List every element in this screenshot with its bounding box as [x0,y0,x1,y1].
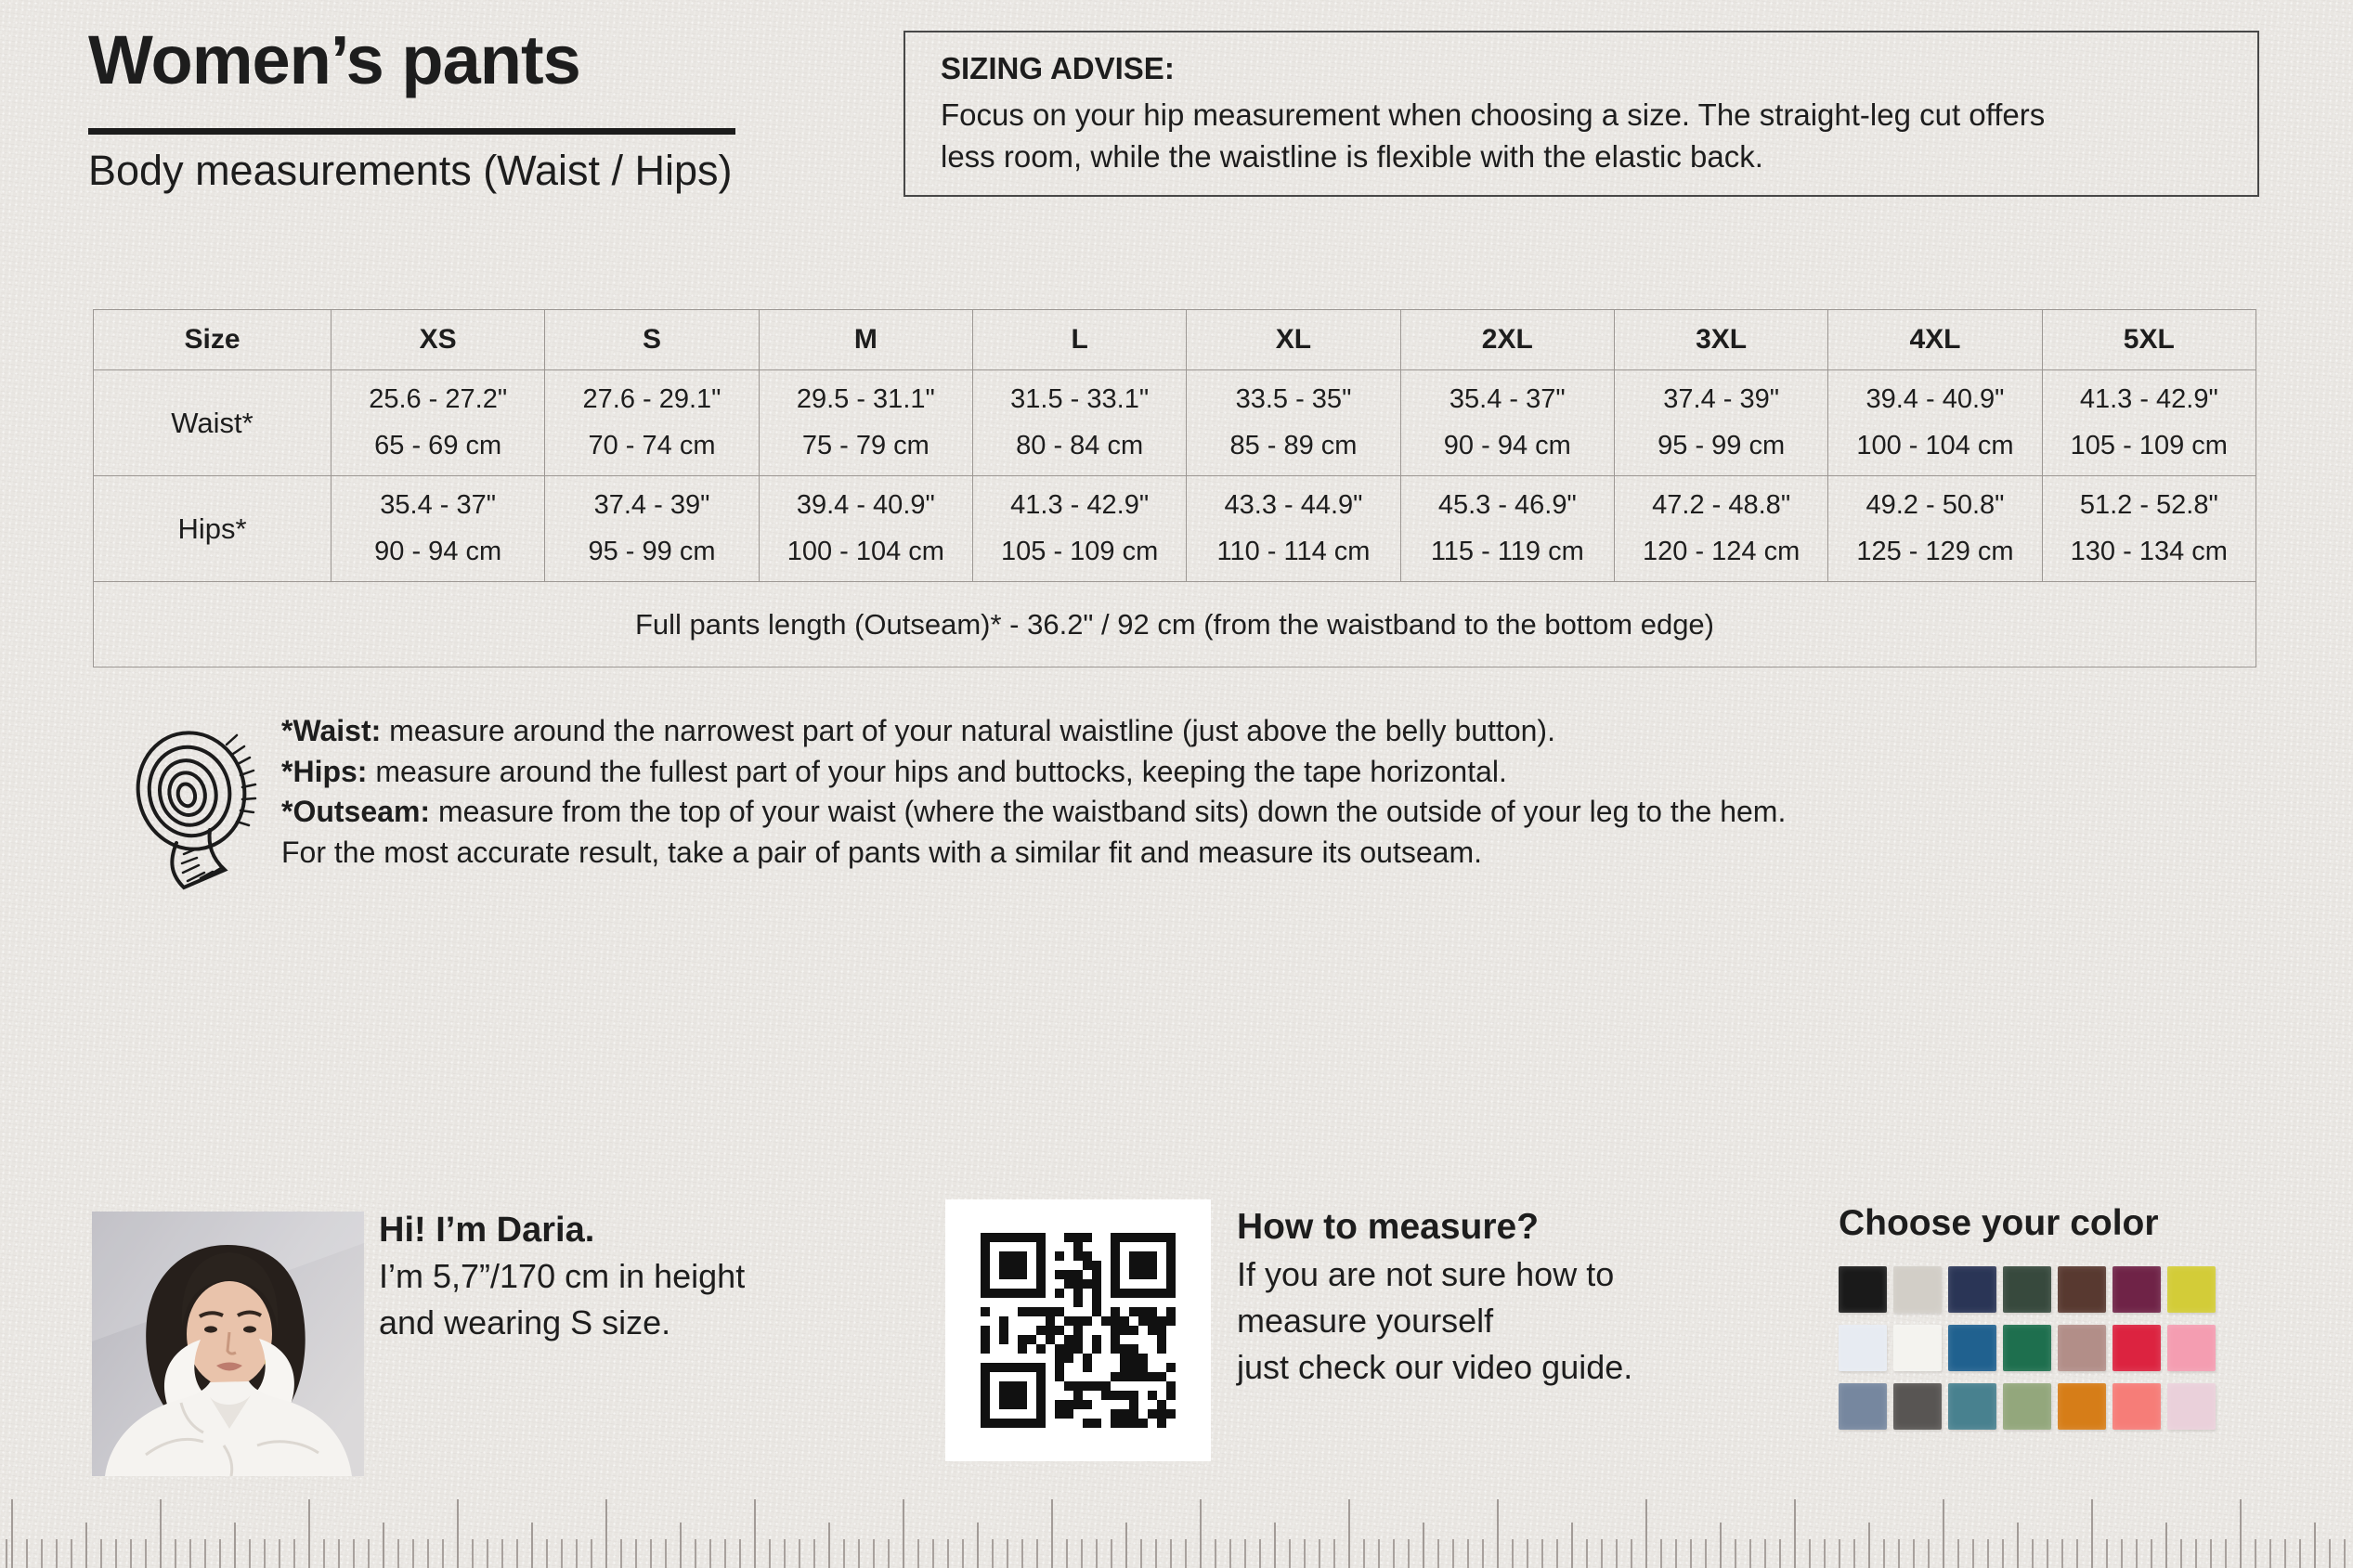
size-table-footer [94,582,2256,667]
measurement-cell [1187,370,1400,476]
model-info [379,1207,745,1346]
size-col-header-s: S [545,310,759,370]
video-guide-heading: How to measure? [1237,1207,1540,1247]
cm-value: 100 - 104 cm [786,537,944,566]
cm-value: 115 - 119 cm [1430,537,1584,566]
color-swatch-white[interactable] [1893,1325,1942,1371]
cm-value: 75 - 79 cm [801,431,930,460]
color-swatch-chartreuse[interactable] [2167,1266,2216,1313]
color-picker [1839,1203,2216,1430]
row-label: Hips* [94,476,332,582]
ruler-graphic [0,1499,2353,1568]
size-col-header-5xl: 5XL [2042,310,2256,370]
inches-value: 27.6 - 29.1" [582,384,722,414]
cm-value: 85 - 89 cm [1229,431,1358,460]
color-swatch-sage[interactable] [2003,1383,2051,1430]
color-swatch-ice-white[interactable] [1839,1325,1887,1371]
measurement-cell [1828,370,2042,476]
ruler-ticks-tall [0,1499,2353,1568]
cm-value: 100 - 104 cm [1856,431,2014,460]
cm-value: 95 - 99 cm [1658,431,1786,460]
cm-value: 95 - 99 cm [588,537,716,566]
size-col-header-3xl: 3XL [1614,310,1827,370]
model-heading: Hi! I’m Daria. [379,1211,595,1250]
color-swatch-coral[interactable] [2112,1383,2161,1430]
cm-value: 120 - 124 cm [1643,537,1800,566]
cm-value: 70 - 74 cm [588,431,716,460]
size-col-header-2xl: 2XL [1400,310,1614,370]
cm-value: 90 - 94 cm [374,537,502,566]
color-swatch-slate-blue[interactable] [1839,1383,1887,1430]
sizing-advice-line: Focus on your hip measurement when choosing a size. The straight-leg cut offers [941,97,2046,132]
color-swatch-amber-orange[interactable] [2058,1383,2106,1430]
measurement-cell [1400,370,1614,476]
color-swatch-blush-pink[interactable] [2167,1383,2216,1430]
inches-value: 35.4 - 37" [380,490,497,520]
row-label: Waist* [94,370,332,476]
qr-card [945,1199,1211,1461]
cm-value: 125 - 129 cm [1856,537,2014,566]
measurement-cell [972,370,1186,476]
inches-value: 35.4 - 37" [1449,384,1566,414]
model-line: I’m 5,7”/170 cm in height [379,1257,746,1295]
size-col-header-size: Size [94,310,332,370]
note-line: *Waist: measure around the narrowest part of your natural waistline (just above the belly button). [281,714,1555,747]
sizing-advice-line: less room, while the waistline is flexible with the elastic back. [941,139,1763,174]
inches-value: 43.3 - 44.9" [1224,490,1363,520]
inches-value: 29.5 - 31.1" [796,384,935,414]
inches-value: 25.6 - 27.2" [369,384,508,414]
color-swatch-graphite[interactable] [1893,1383,1942,1430]
measurement-cell [1828,476,2042,582]
note-line: *Hips: measure around the fullest part of your hips and buttocks, keeping the tape horizontal. [281,754,1507,788]
color-swatch-black[interactable] [1839,1266,1887,1313]
color-picker-heading: Choose your color [1839,1203,2159,1243]
color-swatch-natural-linen[interactable] [1893,1266,1942,1313]
size-col-header-m: M [759,310,972,370]
inches-value: 51.2 - 52.8" [2079,490,2218,520]
color-swatch-cobalt-blue[interactable] [1948,1325,1996,1371]
title-underline [88,128,735,135]
measurement-cell [545,476,759,582]
measurement-cell [759,370,972,476]
model-line: and wearing S size. [379,1303,671,1341]
outseam-note: Full pants length (Outseam)* - 36.2" / 92 cm (from the waistband to the bottom edge) [94,582,2256,667]
inches-value: 41.3 - 42.9" [1010,490,1150,520]
inches-value: 39.4 - 40.9" [796,490,935,520]
cm-value: 80 - 84 cm [1016,431,1144,460]
inches-value: 41.3 - 42.9" [2079,384,2218,414]
color-swatch-chocolate-brown[interactable] [2058,1266,2106,1313]
measurement-cell [759,476,972,582]
measurement-cell [332,476,545,582]
color-swatch-pink[interactable] [2167,1325,2216,1371]
inches-value: 47.2 - 48.8" [1652,490,1791,520]
sizing-advice-box [904,31,2259,197]
color-swatch-forest-green[interactable] [2003,1266,2051,1313]
size-table-header [94,310,2256,370]
cm-value: 110 - 114 cm [1216,537,1371,566]
sizing-advice-title: SIZING ADVISE: [941,51,1175,85]
cm-value: 65 - 69 cm [374,431,502,460]
swatch-grid [1839,1266,2216,1430]
page-title: Women’s pants [88,21,580,98]
measurement-cell [1614,370,1827,476]
size-col-header-xl: XL [1187,310,1400,370]
page-subtitle: Body measurements (Waist / Hips) [88,147,733,194]
video-guide-line: If you are not sure how to [1237,1255,1615,1293]
color-swatch-red[interactable] [2112,1325,2161,1371]
inches-value: 33.5 - 35" [1235,384,1352,414]
size-table-section [93,309,2256,667]
measurement-cell [1614,476,1827,582]
color-swatch-dusty-rose[interactable] [2058,1325,2106,1371]
color-swatch-navy[interactable] [1948,1266,1996,1313]
qr-code-icon [981,1233,1176,1428]
cm-value: 105 - 109 cm [2070,431,2228,460]
color-swatch-emerald[interactable] [2003,1325,2051,1371]
measurement-cell [332,370,545,476]
cm-value: 105 - 109 cm [1001,537,1159,566]
tape-measure-icon [119,706,267,896]
inches-value: 37.4 - 39" [593,490,710,520]
note-line: For the most accurate result, take a pair of pants with a similar fit and measure its outseam. [281,835,1482,869]
cm-value: 90 - 94 cm [1443,431,1571,460]
size-col-header-l: L [972,310,1186,370]
color-swatch-teal[interactable] [1948,1383,1996,1430]
video-guide [1237,1203,1632,1391]
video-guide-line: just check our video guide. [1237,1348,1633,1386]
model-photo [92,1212,364,1476]
measurement-cell [1400,476,1614,582]
table-row [94,476,2256,582]
inches-value: 49.2 - 50.8" [1866,490,2005,520]
measurement-cell [2042,370,2256,476]
measurement-cell [545,370,759,476]
note-line: *Outseam: measure from the top of your waist (where the waistband sits) down the outside of your leg to the hem. [281,795,1787,828]
video-guide-line: measure yourself [1237,1302,1494,1340]
measurement-cell [972,476,1186,582]
color-swatch-wine[interactable] [2112,1266,2161,1313]
inches-value: 39.4 - 40.9" [1866,384,2005,414]
inches-value: 45.3 - 46.9" [1437,490,1577,520]
cm-value: 130 - 134 cm [2070,537,2228,566]
inches-value: 37.4 - 39" [1663,384,1780,414]
size-table-body [94,370,2256,582]
size-table [93,309,2256,667]
measuring-notes [281,711,1786,873]
inches-value: 31.5 - 33.1" [1010,384,1150,414]
table-row [94,370,2256,476]
size-col-header-xs: XS [332,310,545,370]
measurement-cell [1187,476,1400,582]
measurement-cell [2042,476,2256,582]
size-col-header-4xl: 4XL [1828,310,2042,370]
